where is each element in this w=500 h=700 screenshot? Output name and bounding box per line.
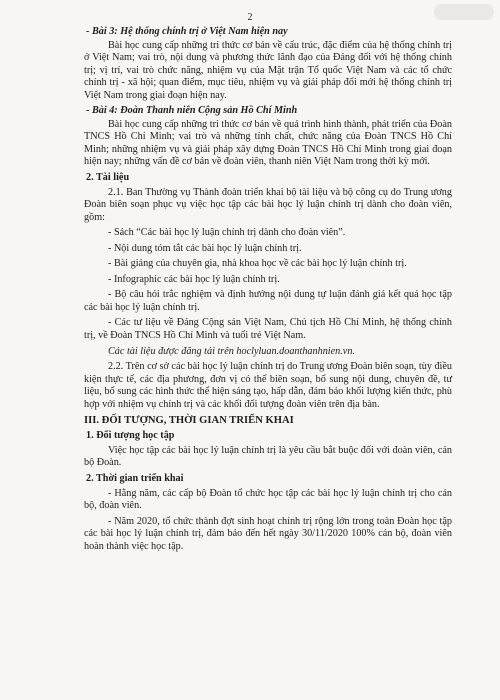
materials-item: - Các tư liệu về Đảng Cộng sản Việt Nam, Chủ tịch Hồ Chí Minh, hệ thống chính trị, về Đoàn TNCS Hồ Chí Minh và tuổi trẻ Việt Nam. (84, 317, 452, 342)
materials-heading: 2. Tài liệu (86, 172, 130, 184)
document-body (84, 26, 452, 557)
lesson-4-title: - Bài 4: Đoàn Thanh niên Cộng sản Hồ Chí Minh (86, 105, 298, 117)
materials-para-2-2: 2.2. Trên cơ sở các bài học lý luận chính trị do Trung ương Đoàn biên soạn, tùy điều kiện thực tế, các địa phương, đơn vị có thể biên soạn, bổ sung nội dung, chuyên đề, tư liệu, bổ sung các hình thức thể hiện sáng tạo, hấp dẫn, đảm bảo khối lượng kiến thức, phù hợp với nhiệm vụ chính trị và các khối đối tượng đoàn viên trên địa bàn. (84, 361, 452, 411)
materials-item: - Sách “Các bài học lý luận chính trị dành cho đoàn viên”. (108, 226, 346, 238)
materials-item: - Infographic các bài học lý luận chính trị. (108, 273, 280, 285)
materials-item: - Nội dung tóm tắt các bài học lý luận chính trị. (108, 242, 302, 254)
section-3-title: III. ĐỐI TƯỢNG, THỜI GIAN TRIỂN KHAI (84, 414, 294, 426)
time-item: - Hằng năm, các cấp bộ Đoàn tổ chức học tập các bài học lý luận chính trị cho cán bộ, đoàn viên. (84, 487, 452, 512)
materials-item: - Bộ câu hỏi trắc nghiệm và định hướng nội dung tự luận đánh giá kết quả học tập các bài học lý luận chính trị. (84, 289, 452, 313)
page-number: 2 (247, 12, 253, 23)
materials-note: Các tài liệu được đăng tải trên hoclyluan.doanthanhnien.vn. (108, 345, 355, 357)
time-item: - Năm 2020, tổ chức thành đợt sinh hoạt chính trị rộng lớn trong toàn Đoàn học tập các bài học lý luận chính trị, đảm bảo đến hết ngày 30/11/2020 100% cán bộ, đoàn viên hoàn thành việc học tập. (84, 515, 452, 552)
subject-heading: 1. Đối tượng học tập (86, 430, 175, 442)
lesson-3-title: - Bài 3: Hệ thống chính trị ở Việt Nam hiện nay (86, 26, 288, 37)
lesson-4-body: Bài học cung cấp những tri thức cơ bản về quá trình hình thành, phát triển của Đoàn TNCS Hồ Chí Minh; vai trò và những tính chất, chức năng của Đoàn TNCS Hồ Chí Minh; những nhiệm vụ và giải pháp xây dựng Đoàn TNCS Hồ Chí Minh trong giai đoạn hiện nay; những vấn đề cơ bản về đoàn viên, thanh niên Việt Nam trong thời kỳ mới. (84, 118, 452, 168)
materials-intro: 2.1. Ban Thường vụ Thành đoàn triển khai bộ tài liệu và bộ công cụ do Trung ương Đoàn biên soạn phục vụ việc học tập các bài học lý luận chính trị dành cho đoàn viên, gồm: (84, 186, 452, 223)
subject-body: Việc học tập các bài học lý luận chính trị là yêu cầu bắt buộc đối với đoàn viên, cán bộ Đoàn. (84, 444, 452, 469)
lesson-3-body: Bài học cung cấp những tri thức cơ bản về cấu trúc, đặc điểm của hệ thống chính trị ở Việt Nam; vai trò, nội dung và phương thức lãnh đạo của Đảng đối với hệ thống chính trị; vị trí, vai trò chức năng, nhiệm vụ của Mặt trận Tổ quốc Việt Nam và các tổ chức chính trị - xã hội; quan điểm, mục tiêu, nhiệm vụ và giải pháp đổi mới hệ thống chính trị Việt Nam trong giai đoạn hiện nay. (84, 39, 452, 101)
time-heading: 2. Thời gian triển khai (86, 473, 184, 484)
materials-item: - Bài giảng của chuyên gia, nhà khoa học về các bài học lý luận chính trị. (108, 258, 407, 270)
